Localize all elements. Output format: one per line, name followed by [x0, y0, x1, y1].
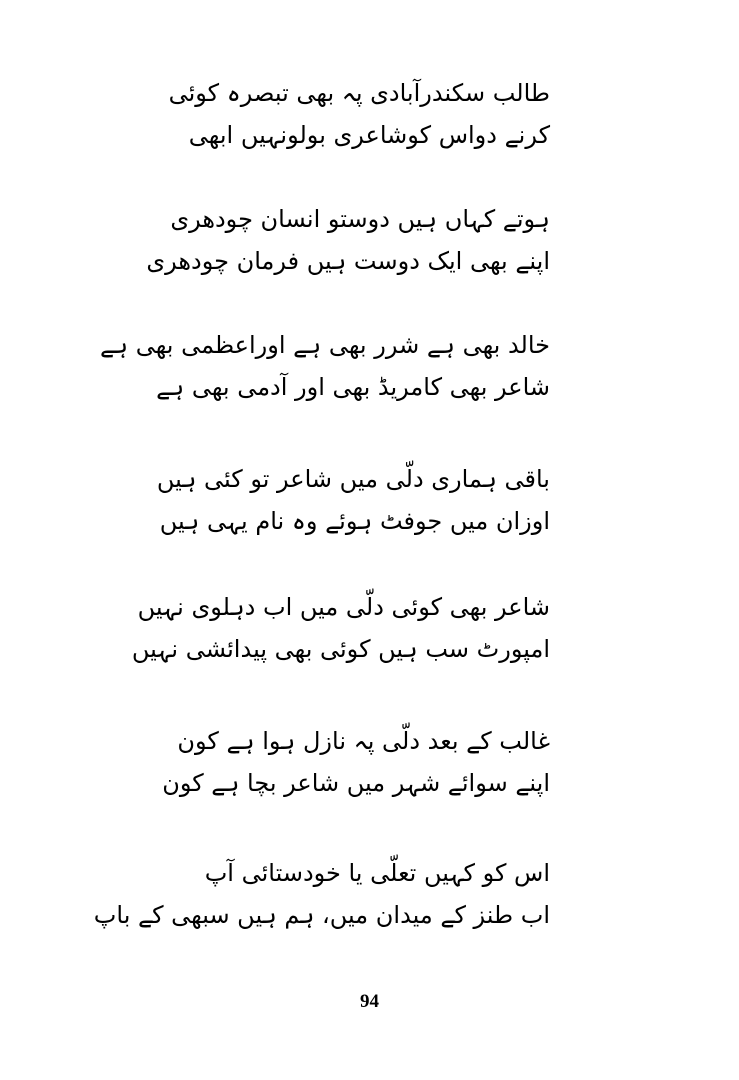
- verse-line: ہوتے کہاں ہیں دوستو انسان چودھری: [170, 205, 550, 233]
- verse-line: اپنے سوائے شہر میں شاعر بچا ہے کون: [162, 769, 550, 797]
- couplet-2: [146, 198, 550, 282]
- verse-line: اوزان میں جوفٹ ہوئے وہ نام یہی ہیں: [159, 507, 550, 535]
- couplet-3: [99, 324, 550, 408]
- verse-line: شاعر بھی کامریڈ بھی اور آدمی بھی ہے: [156, 373, 550, 401]
- verse-line: طالب سکندرآبادی پہ بھی تبصرہ کوئی: [168, 79, 550, 107]
- couplet-1: [168, 72, 550, 156]
- verse-line: شاعر بھی کوئی دلّی میں اب دہلوی نہیں: [137, 593, 550, 621]
- couplet-7: [93, 852, 550, 936]
- verse-line: اپنے بھی ایک دوست ہیں فرمان چودھری: [146, 247, 550, 275]
- verse-line: اس کو کہیں تعلّی یا خودستائی آپ: [204, 859, 550, 887]
- verse-line: خالد بھی ہے شرر بھی ہے اوراعظمی بھی ہے: [99, 331, 550, 359]
- verse-line: غالب کے بعد دلّی پہ نازل ہوا ہے کون: [177, 727, 550, 755]
- couplet-4: [156, 458, 550, 542]
- verse-line: کرنے دواس کوشاعری بولونہیں ابھی: [188, 121, 550, 149]
- couplet-5: [131, 586, 550, 670]
- verse-line: باقی ہماری دلّی میں شاعر تو کئی ہیں: [156, 465, 550, 493]
- verse-line: اب طنز کے میدان میں، ہم ہیں سبھی کے باپ: [93, 901, 550, 929]
- verse-line: امپورٹ سب ہیں کوئی بھی پیدائشی نہیں: [131, 635, 550, 663]
- page-number: 94: [360, 991, 379, 1012]
- couplet-6: [162, 720, 550, 804]
